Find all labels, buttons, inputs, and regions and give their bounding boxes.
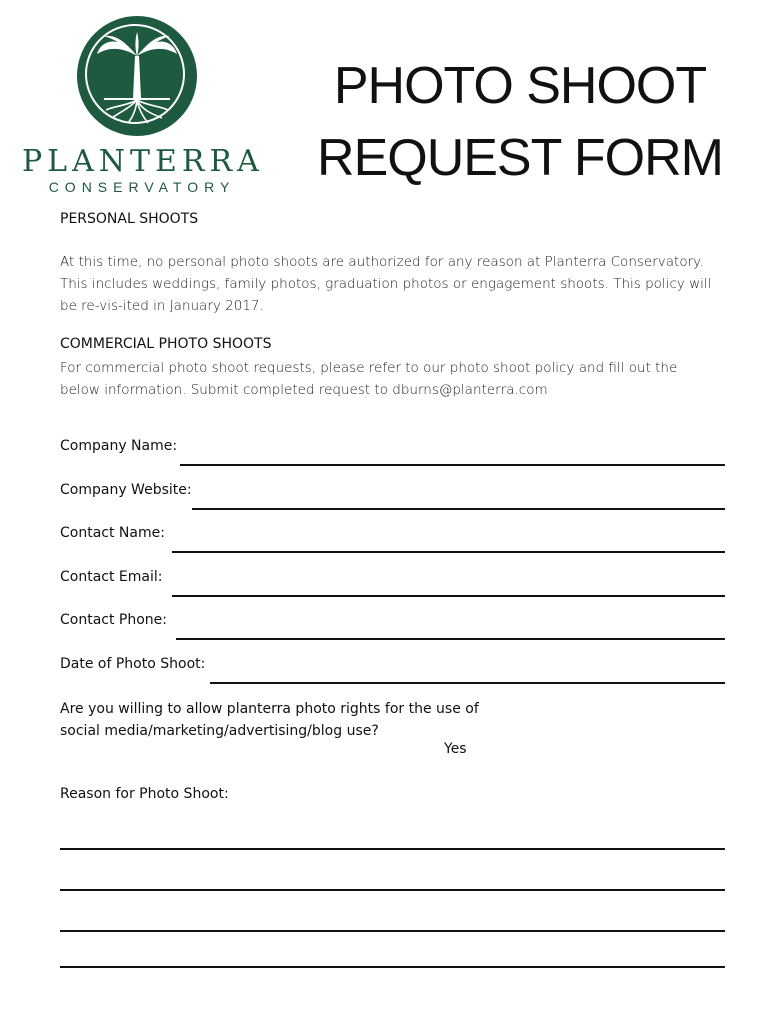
date-label: Date of Photo Shoot:: [60, 656, 206, 672]
contact-name-label: Contact Name:: [60, 525, 165, 541]
contact-email-label: Contact Email:: [60, 569, 163, 585]
reason-line[interactable]: [60, 966, 725, 968]
reason-line[interactable]: [60, 889, 725, 891]
logo-subtitle: CONSERVATORY: [48, 179, 236, 195]
photo-rights-answer[interactable]: Yes: [444, 741, 467, 757]
contact-phone-field[interactable]: [60, 612, 725, 642]
reason-label: Reason for Photo Shoot:: [60, 786, 229, 802]
contact-email-field[interactable]: [60, 569, 725, 599]
title-line-2: REQUEST FORM: [317, 129, 723, 187]
contact-phone-line[interactable]: [176, 638, 725, 640]
date-line[interactable]: [210, 682, 725, 684]
page-title: [300, 50, 740, 194]
planterra-logo: [22, 16, 262, 196]
palm-tree-emblem-icon: [77, 16, 197, 136]
personal-shoots-text: At this time, no personal photo shoots are authorized for any reason at Planterra Conservatory. This includes weddings, family photos, graduation photos or engagement shoots. This policy will be re-vis-ited in January 2017.: [60, 254, 712, 314]
photo-rights-question: Are you willing to allow planterra photo rights for the use of social media/marketing/advertising/blog use?: [60, 701, 479, 739]
company-website-label: Company Website:: [60, 482, 192, 498]
company-name-label: Company Name:: [60, 438, 178, 454]
reason-line[interactable]: [60, 848, 725, 850]
company-name-line[interactable]: [180, 464, 725, 466]
contact-name-line[interactable]: [172, 551, 725, 553]
commercial-shoots-heading: COMMERCIAL PHOTO SHOOTS: [60, 336, 272, 352]
contact-name-field[interactable]: [60, 525, 725, 555]
logo-name: PLANTERRA: [22, 144, 264, 179]
contact-phone-label: Contact Phone:: [60, 612, 168, 628]
title-line-1: PHOTO SHOOT: [333, 57, 707, 115]
commercial-shoots-text: For commercial photo shoot requests, please refer to our photo shoot policy and fill out the below information. Submit completed request to dburns@planterra.com: [60, 360, 678, 398]
company-website-line[interactable]: [192, 508, 725, 510]
personal-shoots-heading: PERSONAL SHOOTS: [60, 211, 199, 227]
company-name-field[interactable]: [60, 438, 725, 468]
company-website-field[interactable]: [60, 482, 725, 512]
reason-line[interactable]: [60, 930, 725, 932]
date-field[interactable]: [60, 656, 725, 686]
contact-email-line[interactable]: [172, 595, 725, 597]
